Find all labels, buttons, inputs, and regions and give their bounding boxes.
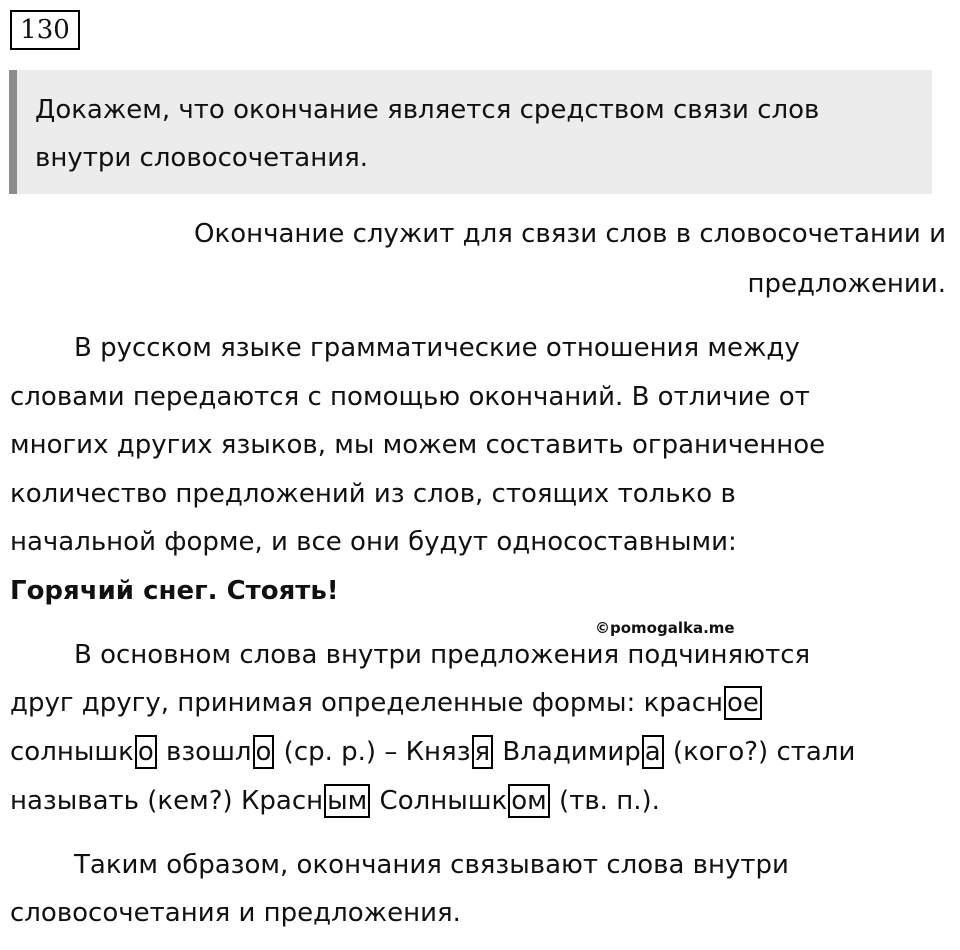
paragraph-line bbox=[10, 735, 855, 769]
text-run: друг другу, принимая определенные формы: красн bbox=[10, 688, 724, 718]
paragraph-line: словами передаются с помощью окончаний. В отличие от bbox=[10, 382, 810, 412]
ending-box: а bbox=[642, 735, 664, 769]
task-number: 130 bbox=[10, 10, 80, 50]
ending-box: о bbox=[253, 735, 275, 769]
paragraph-line: многих других языков, мы можем составить ограниченное bbox=[10, 430, 826, 460]
ending-box: ым bbox=[324, 784, 370, 818]
answer-line: предложении. bbox=[747, 269, 946, 299]
text-run: называть (кем?) Красн bbox=[10, 786, 324, 816]
watermark: ©pomogalka.me bbox=[595, 619, 735, 637]
answer-line: Окончание служит для связи слов в словосочетании и bbox=[194, 219, 946, 249]
ending-box: я bbox=[472, 735, 494, 769]
task-statement-box bbox=[9, 70, 932, 194]
paragraph-line: В русском языке грамматические отношения между bbox=[74, 333, 800, 363]
text-run: взошл bbox=[157, 737, 252, 767]
text-run: (ср. р.) – Княз bbox=[275, 737, 471, 767]
text-run: (тв. п.). bbox=[550, 786, 660, 816]
ending-box: ом bbox=[508, 784, 550, 818]
task-statement-line: Докажем, что окончание является средством связи слов bbox=[35, 95, 820, 125]
paragraph-line: Таким образом, окончания связывают слова внутри bbox=[74, 850, 789, 880]
paragraph-line: словосочетания и предложения. bbox=[10, 898, 461, 928]
text-run: солнышк bbox=[10, 737, 134, 767]
paragraph-line: В основном слова внутри предложения подчиняются bbox=[74, 640, 811, 670]
ending-box: ое bbox=[724, 686, 762, 720]
paragraph-line bbox=[10, 686, 763, 720]
text-run: Владимир bbox=[494, 737, 641, 767]
bold-example: Горячий снег. Стоять! bbox=[10, 576, 339, 606]
paragraph-line bbox=[10, 784, 660, 818]
task-statement bbox=[35, 86, 819, 182]
task-statement-line: внутри словосочетания. bbox=[35, 143, 369, 173]
ending-box: о bbox=[135, 735, 157, 769]
paragraph-line: количество предложений из слов, стоящих только в bbox=[10, 479, 736, 509]
paragraph-line: начальной форме, и все они будут односоставными: bbox=[10, 527, 737, 557]
text-run: Солнышк bbox=[371, 786, 508, 816]
text-run: (кого?) стали bbox=[664, 737, 856, 767]
